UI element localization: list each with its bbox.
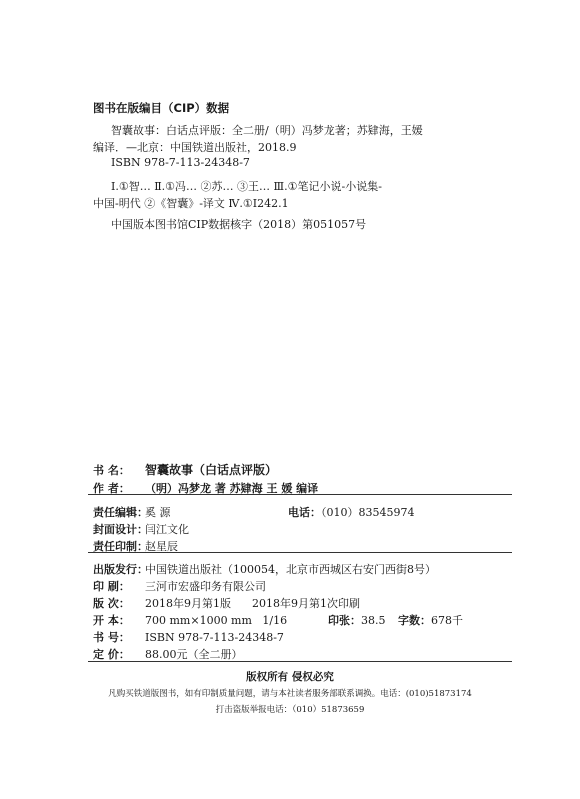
edition-value: 2018年9月第1版 2018年9月第1次印刷 xyxy=(145,597,360,610)
cover-label: 封面设计： xyxy=(93,523,148,536)
piracy-report: 打击盗版举报电话：（010）51873659 xyxy=(215,705,365,715)
phone-value: （010）83545974 xyxy=(321,506,415,519)
book-author: （明）冯梦龙 著 苏肄海 王 媛 编译 xyxy=(145,482,319,495)
edition-label: 版 次： xyxy=(93,597,130,610)
isbn-label: 书 号： xyxy=(93,631,130,644)
cover-value: 闫江文化 xyxy=(145,523,189,536)
divider-2 xyxy=(88,552,512,553)
cip-line-3: ISBN 978-7-113-24348-7 xyxy=(111,156,250,169)
print-value: 赵星辰 xyxy=(145,540,178,553)
copyright-notice: 凡购买铁道版图书，如有印制质量问题，请与本社读者服务部联系调换。电话：(010)51873174 xyxy=(108,689,472,699)
sheets-label: 印张： xyxy=(328,614,361,627)
cip-line-2: 编译．—北京：中国铁道出版社，2018.9 xyxy=(93,141,297,154)
print-label: 责任印制： xyxy=(93,540,148,553)
book-title: 智囊故事（白话点评版） xyxy=(145,463,278,477)
book-title-row xyxy=(93,459,277,478)
price-row xyxy=(93,643,243,662)
cip-line-1: 智囊故事：白话点评版：全二册/（明）冯梦龙著；苏肄海，王媛 xyxy=(111,124,423,137)
words-label: 字数： xyxy=(398,614,431,627)
printer-value: 三河市宏盛印务有限公司 xyxy=(145,580,266,593)
cip-line-6: 中国版本图书馆CIP数据核字（2018）第051057号 xyxy=(111,218,367,231)
publisher-value: 中国铁道出版社（100054，北京市西城区右安门西街8号） xyxy=(145,563,436,576)
words-value: 678千 xyxy=(431,614,463,627)
editor-label: 责任编辑： xyxy=(93,506,148,519)
phone-label: 电话： xyxy=(288,506,321,519)
divider-3 xyxy=(88,661,512,662)
divider-1 xyxy=(88,494,512,495)
price-value: 88.00元（全二册） xyxy=(145,648,243,661)
phone-row xyxy=(288,501,414,520)
printer-label: 印 刷： xyxy=(93,580,130,593)
publisher-label: 出版发行： xyxy=(93,563,148,576)
copyright-heading: 版权所有 侵权必究 xyxy=(246,671,334,683)
isbn-value: ISBN 978-7-113-24348-7 xyxy=(145,631,284,644)
book-author-label: 作 者： xyxy=(93,482,130,495)
cip-heading: 图书在版编目（CIP）数据 xyxy=(93,101,230,115)
cip-line-5: 中国-明代 ②《智囊》-译文 Ⅳ.①I242.1 xyxy=(93,197,289,210)
price-label: 定 价： xyxy=(93,648,130,661)
words-row xyxy=(398,609,463,628)
sheets-value: 38.5 xyxy=(361,614,386,627)
book-title-label: 书 名： xyxy=(93,464,130,477)
format-label: 开 本： xyxy=(93,614,130,627)
sheets-row xyxy=(328,609,386,628)
format-value: 700 mm×1000 mm 1/16 xyxy=(145,614,288,627)
cip-line-4: Ⅰ.①智… Ⅱ.①冯… ②苏… ③王… Ⅲ.①笔记小说-小说集- xyxy=(111,180,382,193)
editor-value: 奚 源 xyxy=(145,506,171,519)
